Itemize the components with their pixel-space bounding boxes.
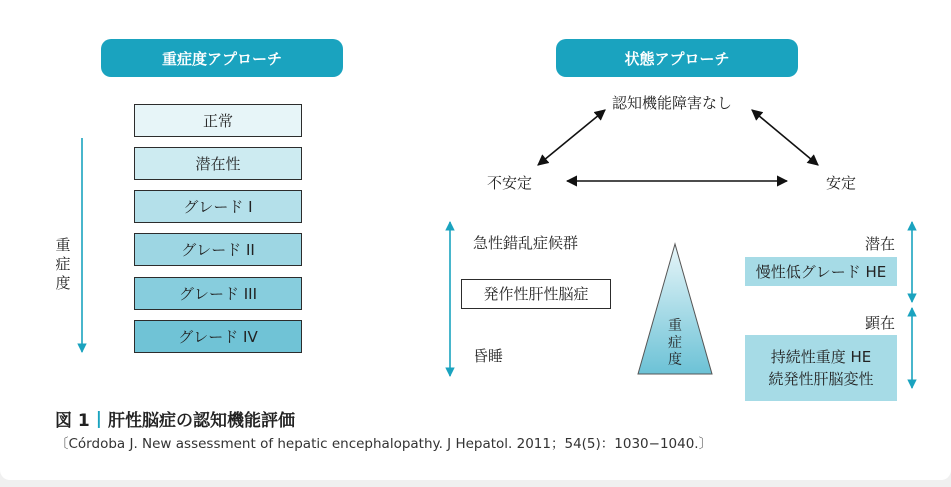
chronic-low-grade-he-box: 慢性低グレード HE (745, 257, 897, 286)
figure-citation: 〔Córdoba J. New assessment of hepatic encephalopathy. J Hepatol. 2011；54(5)：1030−1040.〕 (55, 436, 713, 452)
triangle-severity-label: 重症度 (668, 318, 682, 368)
level-grade-1: グレード I (134, 190, 302, 223)
episodic-he-box: 発作性肝性脳症 (461, 279, 611, 309)
figure-caption (55, 406, 295, 431)
acute-confusion-label: 急性錯乱症候群 (473, 234, 579, 252)
no-cognitive-impairment-label: 認知機能障害なし (612, 94, 733, 112)
latent-label: 潜在 (865, 235, 896, 253)
severity-approach-header: 重症度アプローチ (101, 39, 343, 77)
level-grade-4: グレード IV (134, 320, 302, 353)
level-latent: 潜在性 (134, 147, 302, 180)
arrow-top-to-unstable (538, 110, 605, 165)
figure-separator: | (95, 408, 102, 429)
coma-label: 昏睡 (473, 347, 504, 365)
severity-axis-label: 重症度 (55, 236, 71, 292)
level-grade-3: グレード III (134, 277, 302, 310)
unstable-label: 不安定 (487, 174, 533, 192)
arrow-top-to-stable (752, 110, 818, 165)
figure-number: 図 1 (55, 411, 90, 431)
overt-label: 顕在 (865, 314, 896, 332)
stable-label: 安定 (826, 174, 857, 192)
acquired-hepatocerebral-degeneration-line: 続発性肝脳変性 (768, 370, 874, 388)
persistent-severe-he-line: 持続性重度 HE (770, 348, 872, 366)
level-grade-2: グレード II (134, 233, 302, 266)
state-approach-header: 状態アプローチ (556, 39, 798, 77)
figure-title: 肝性脳症の認知機能評価 (107, 411, 295, 431)
level-normal: 正常 (134, 104, 302, 137)
